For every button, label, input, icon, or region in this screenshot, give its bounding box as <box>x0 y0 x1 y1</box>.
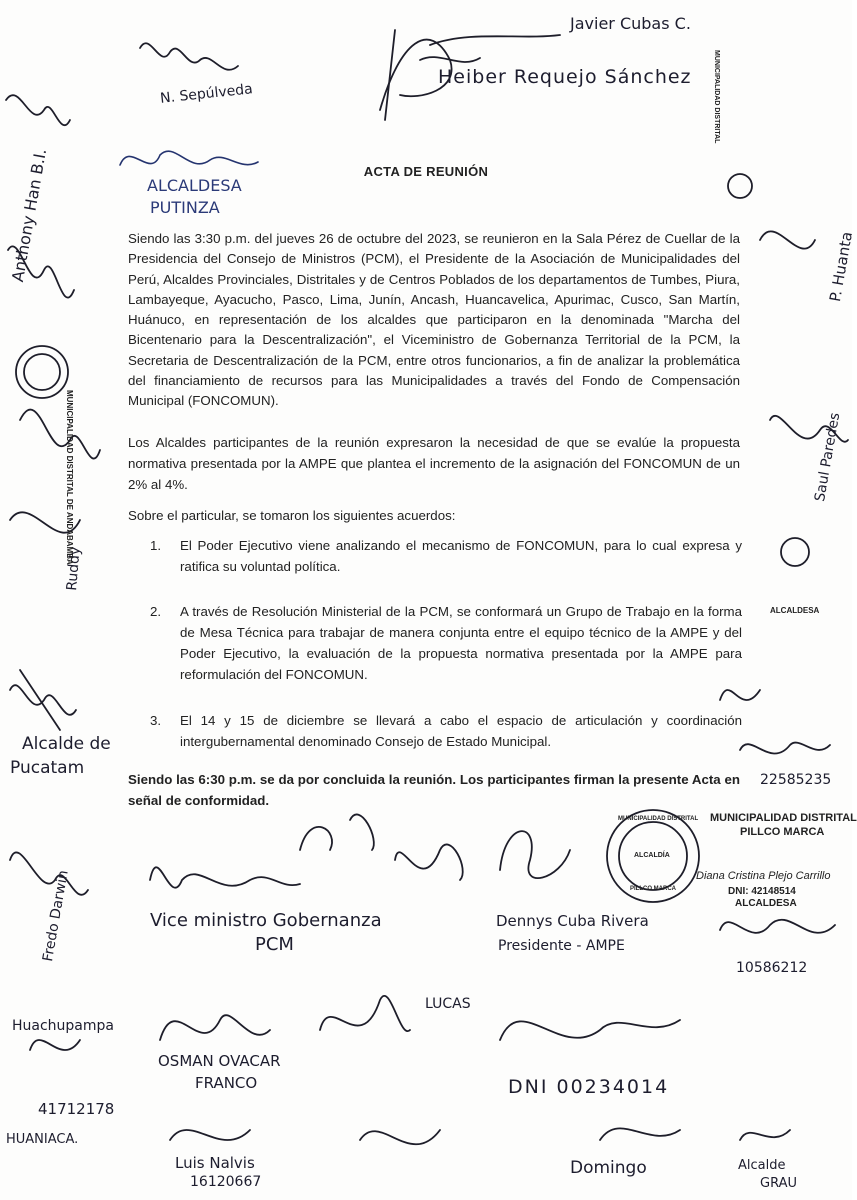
handwritten-right-number-2: 10586212 <box>736 960 808 976</box>
stamp-pillco-line-1: MUNICIPALIDAD DISTRITAL <box>710 812 857 824</box>
handwritten-osman-name: OSMAN OVACAR <box>158 1052 281 1070</box>
paragraph-agreements-intro: Sobre el particular, se tomaron los siguientes acuerdos: <box>128 508 456 523</box>
agreement-text: El Poder Ejecutivo viene analizando el mecanismo de FONCOMUN, para lo cual expresa y ratifica su voluntad política. <box>180 538 742 574</box>
handwritten-top-name-2: Heiber Requejo Sánchez <box>438 66 692 88</box>
handwritten-right-margin-1: Saul Paredes <box>812 411 844 503</box>
handwritten-alcaldesa-1: ALCALDESA <box>147 176 242 195</box>
stamp-pillco-name: Diana Cristina Plejo Carrillo <box>696 870 831 882</box>
stamp-top-right: MUNICIPALIDAD DISTRITAL <box>713 50 720 144</box>
handwritten-ruddy: Ruddy <box>64 546 84 592</box>
handwritten-grau-2: GRAU <box>760 1176 797 1191</box>
closing-paragraph: Siendo las 6:30 p.m. se da por concluida la reunión. Los participantes firman la presente Acta en señal de conformidad. <box>128 772 740 808</box>
handwritten-osman-surname: FRANCO <box>195 1074 258 1092</box>
seal-pillco-center: ALCALDÍA <box>634 852 670 859</box>
handwritten-right-number-1: 22585235 <box>760 772 832 788</box>
handwritten-luis-name: Luis Nalvis <box>175 1154 255 1172</box>
paragraph-intro: Siendo las 3:30 p.m. del jueves 26 de octubre del 2023, se reunieron en la Sala Pérez de Cuellar de la Presidencia del Consejo de Ministros (PCM), el Presidente de la Asociación de Municipalidades del Perú, Alcaldes Provinciales, Distritales y de Centros Poblados de los departamentos de Tumbes, Piura, Lambayeque, Ayacucho, Pasco, Lima, Junín, Ancash, Huancavelica, Apurimac, Cusco, San Martín, Huánuco, en representación de los alcaldes que participaron en la denominada "Marcha del Bicentenario para la Descentralización", el Viceministro de Gobernanza Territorial de la PCM, la Secretaria de Descentralización de la PCM, entre otros funcionarios, a fin de analizar la problemática del financiamiento de recursos para las Municipalidades a través del Fondo de Compensación Municipal (FONCOMUN). <box>128 231 740 409</box>
agreement-number: 2. <box>150 604 162 619</box>
handwritten-domingo: Domingo <box>570 1158 647 1178</box>
handwritten-top-left: N. Sepúlveda <box>159 81 254 107</box>
stamp-right-alcaldesa: ALCALDESA <box>770 606 820 615</box>
handwritten-huaniaca: HUANIACA. <box>6 1132 79 1147</box>
handwritten-right-margin-2: P. Huanta <box>826 230 857 304</box>
handwritten-alcaldesa-2: PUTINZA <box>150 198 220 217</box>
agreement-text: El 14 y 15 de diciembre se llevará a cabo el espacio de articulación y coordinación intergubernamental denominado Consejo de Estado Municipal. <box>180 713 742 749</box>
handwritten-dennys-name: Dennys Cuba Rivera <box>496 912 649 930</box>
handwritten-alcalde-2: Pucatam <box>10 758 85 778</box>
stamp-pillco-role: ALCALDESA <box>735 898 797 909</box>
stamp-left-seal: MUNICIPALIDAD DISTRITAL DE ANDABAMBA <box>65 390 74 565</box>
agreement-number: 1. <box>150 538 162 553</box>
handwritten-left-vertical: Fredo Darwin <box>40 869 72 963</box>
handwritten-luis-number: 16120667 <box>190 1174 262 1190</box>
seal-pillco-top: MUNICIPALIDAD DISTRITAL <box>618 816 699 822</box>
paragraph-request: Los Alcaldes participantes de la reunión expresaron la necesidad de que se evalúe la propuesta normativa presentada por la AMPE que plantea el incremento de la asignación del FONCOMUN de un 2% al 4%. <box>128 435 740 492</box>
document-title: ACTA DE REUNIÓN <box>363 164 489 179</box>
agreement-item <box>150 710 742 752</box>
handwritten-number: 41712178 <box>38 1100 115 1118</box>
handwritten-vice-minister: Vice ministro Gobernanza <box>150 910 382 931</box>
agreement-number: 3. <box>150 713 162 728</box>
handwritten-grau-1: Alcalde <box>738 1158 786 1173</box>
agreement-text: A través de Resolución Ministerial de la PCM, se conformará un Grupo de Trabajo en la forma de Mesa Técnica para trabajar de manera conjunta entre el equipo técnico de la AMPE y del Poder Ejecutivo, la evaluación de la propuesta normativa presentada por la AMPE para reformulación del FONCOMUN. <box>180 604 742 682</box>
agreement-item <box>150 601 742 685</box>
handwritten-huachupampa: Huachupampa <box>12 1018 114 1034</box>
stamp-pillco-dni: DNI: 42148514 <box>728 886 796 897</box>
agreement-item <box>150 535 742 577</box>
handwritten-vice-pcm: PCM <box>255 934 294 955</box>
stamp-pillco-line-2: PILLCO MARCA <box>740 826 825 838</box>
handwritten-alcalde-1: Alcalde de <box>22 734 111 754</box>
handwritten-dni: DNI 00234014 <box>508 1076 670 1098</box>
handwritten-top-name-1: Javier Cubas C. <box>570 14 691 33</box>
seal-pillco-bottom: PILLCO MARCA <box>630 886 676 892</box>
handwritten-dennys-role: Presidente - AMPE <box>498 938 625 954</box>
handwritten-left-margin: Anthony Han B.I. <box>8 147 51 284</box>
agreements-list <box>150 535 742 752</box>
handwritten-lucas: LUCAS <box>425 996 471 1012</box>
